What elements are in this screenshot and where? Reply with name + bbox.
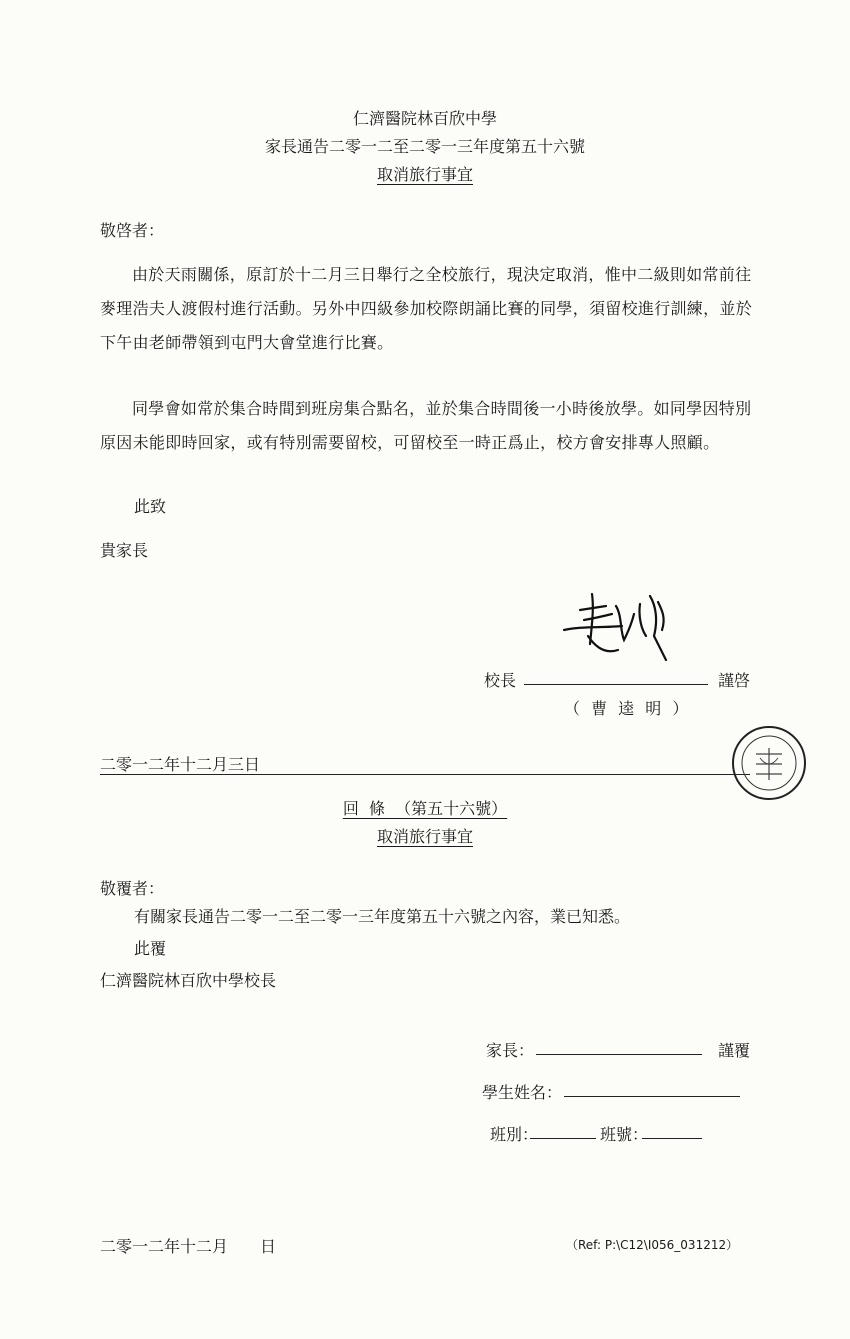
- tear-off-divider: [100, 774, 750, 775]
- class-number-label: 班號：: [600, 1125, 649, 1144]
- principal-name: （ 曹 逵 明 ）: [564, 699, 692, 718]
- signature-image: [562, 586, 682, 664]
- parent-signature-field[interactable]: [536, 1054, 702, 1055]
- reply-subject: 取消旅行事宜: [376, 827, 473, 846]
- class-field[interactable]: [530, 1138, 596, 1139]
- reply-salutation: 敬覆者：: [100, 879, 165, 898]
- student-name-label: 學生姓名：: [482, 1083, 563, 1102]
- parent-respect: 謹覆: [718, 1041, 751, 1060]
- class-number-field[interactable]: [642, 1138, 702, 1139]
- school-name: 仁濟醫院林百欣中學: [352, 109, 497, 128]
- student-name-field[interactable]: [564, 1096, 740, 1097]
- reply-title: 回 條 （第五十六號）: [342, 799, 508, 818]
- paragraph-2: 同學會如常於集合時間到班房集合點名，並於集合時間後一小時後放學。如同學因特別原因未能即時回家，或有特別需要留校，可留校至一時正爲止，校方會安排專人照顧。: [100, 399, 752, 452]
- notice-subject: 取消旅行事宜: [376, 165, 473, 184]
- class-label: 班別：: [490, 1125, 539, 1144]
- notice-number: 家長通告二零一二至二零一三年度第五十六號: [264, 137, 585, 156]
- closing: 此致: [134, 497, 167, 516]
- reply-date: 二零一二年十二月: [100, 1237, 229, 1256]
- salutation: 敬啓者：: [100, 221, 165, 240]
- reference-code: （Ref: P:\C12\I056_031212）: [566, 1238, 739, 1252]
- recipient: 貴家長: [100, 541, 149, 560]
- school-seal-image: [730, 724, 808, 802]
- reply-day: 日: [260, 1237, 277, 1256]
- reply-body: 有關家長通告二零一二至二零一三年度第五十六號之內容，業已知悉。: [134, 907, 631, 926]
- principal-title: 校長: [484, 671, 517, 690]
- parent-label: 家長：: [486, 1041, 535, 1060]
- reply-closing: 此覆: [134, 939, 167, 958]
- signature-respect: 謹啓: [718, 671, 751, 690]
- reply-recipient: 仁濟醫院林百欣中學校長: [100, 971, 277, 990]
- signature-line: [524, 684, 708, 685]
- notice-date: 二零一二年十二月三日: [100, 755, 261, 774]
- paragraph-1: 由於天雨關係，原訂於十二月三日舉行之全校旅行，現決定取消，惟中二級則如常前往麥理浩夫人渡假村進行活動。另外中四級參加校際朗誦比賽的同學，須留校進行訓練，並於下午由老師帶領到屯門大會堂進行比賽。: [100, 265, 753, 352]
